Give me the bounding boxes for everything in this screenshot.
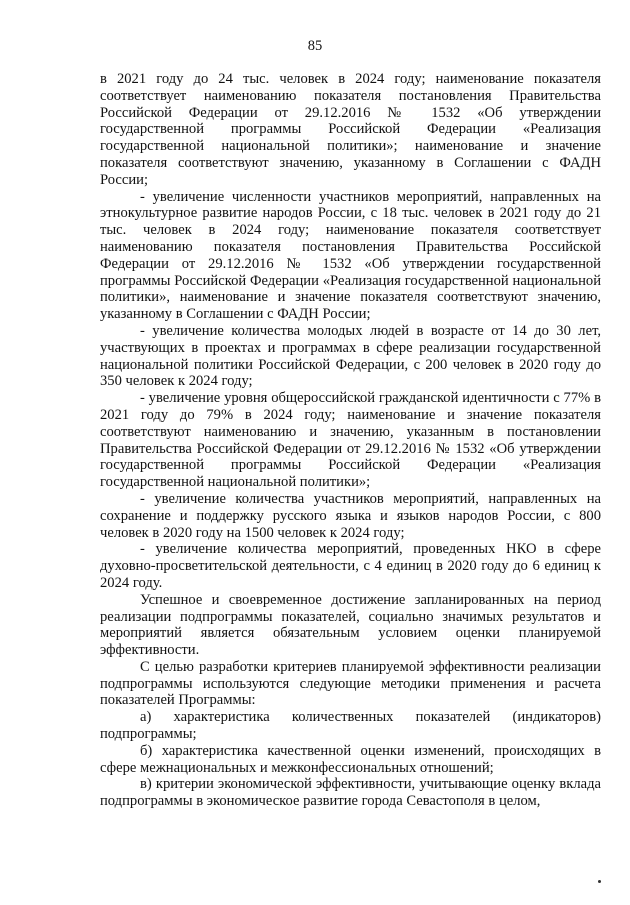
paragraph: - увеличение количества мероприятий, проведенных НКО в сфере духовно-просветительской деятельности, с 4 единиц в 2020 году до 6 единиц к 2024 году. [100, 541, 601, 591]
paragraph: - увеличение количества участников мероприятий, направленных на сохранение и поддержку русского языка и языков народов России, с 800 человек в 2020 году на 1500 человек к 2024 году; [100, 490, 601, 541]
paragraph: С целью разработки критериев планируемой эффективности реализации подпрограммы используются следующие методики применения и расчета показателей Программы: [100, 658, 601, 709]
paragraph: в) критерии экономической эффективности, учитывающие оценку вклада подпрограммы в экономическое развитие города Севастополя в целом, [100, 776, 601, 810]
paragraph: - увеличение количества молодых людей в возрасте от 14 до 30 лет, участвующих в проектах и программах в сфере реализации государственной национальной политики Российской Федерации, с 200 человек в 2020 году до 350 человек к 2024 году; [100, 322, 601, 390]
paragraph: Успешное и своевременное достижение запланированных на период реализации подпрограммы показателей, социально значимых результатов и мероприятий является обязательным условием оценки планируемой эффективности. [100, 591, 601, 659]
body-text [100, 71, 601, 810]
paragraph: в 2021 году до 24 тыс. человек в 2024 году; наименование показателя соответствует наименованию показателя постановления Правительства Российской Федерации от 29.12.2016 № 1532 «Об утверждении государственной программы Российской Федерации «Реализация государственной национальной политики»; наименование и значение показателя соответствуют значению, указанному в Соглашении с ФАДН России; [100, 71, 601, 188]
scan-speck [598, 880, 601, 883]
paragraph: - увеличение численности участников мероприятий, направленных на этнокультурное развитие народов России, с 18 тыс. человек в 2021 году до 21 тыс. человек в 2024 году; наименование показателя соответствует наименованию показателя постановления Правительства Российской Федерации от 29.12.2016 № 1532 «Об утверждении государственной программы Российской Федерации «Реализация государственной национальной политики», наименование и значение показателя соответствуют значению, указанному в Соглашении с ФАДН России; [100, 188, 601, 323]
paragraph: б) характеристика качественной оценки изменений, происходящих в сфере межнациональных и межконфессиональных отношений; [100, 742, 601, 776]
paragraph: - увеличение уровня общероссийской гражданской идентичности с 77% в 2021 году до 79% в 2024 году; наименование и значение показателя соответствуют наименованию и значению, указанным в постановлении Правительства Российской Федерации от 29.12.2016 № 1532 «Об утверждении государственной программы Российской Федерации «Реализация государственной национальной политики»; [100, 390, 601, 491]
paragraph: а) характеристика количественных показателей (индикаторов) подпрограммы; [100, 709, 601, 743]
page-number: 85 [307, 38, 323, 54]
